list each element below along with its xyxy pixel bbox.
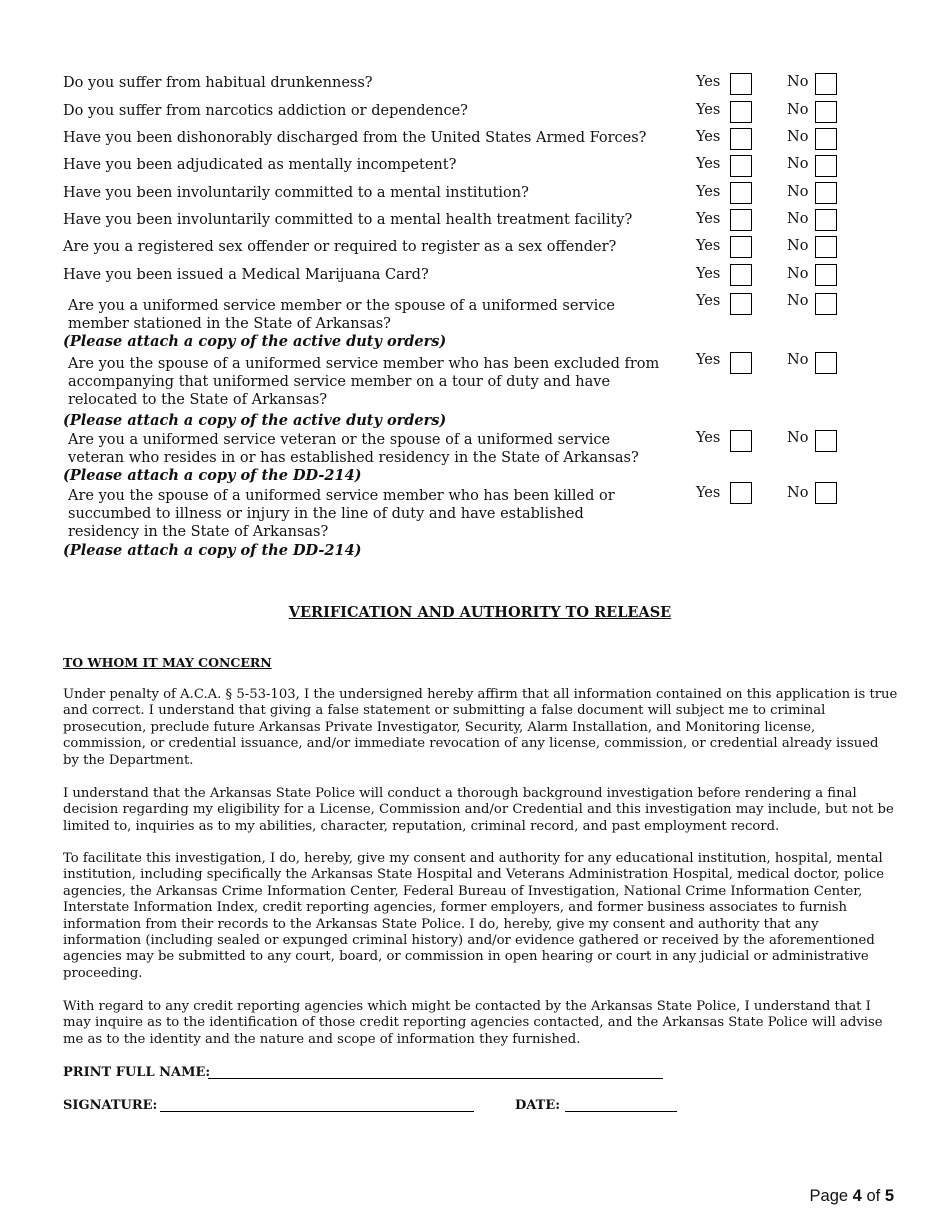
question-text: Do you suffer from habitual drunkenness? xyxy=(63,75,373,91)
question-text: Are you a uniformed service member or the spouse of a uniformed service member stationed in the State of Arkansas? xyxy=(68,298,615,332)
question-note: (Please attach a copy of the active duty orders) xyxy=(63,412,447,429)
no-checkbox[interactable] xyxy=(815,73,837,95)
yes-checkbox[interactable] xyxy=(730,73,752,95)
paragraph: I understand that the Arkansas State Police will conduct a thorough background investigation before rendering a final decision regarding my eligibility for a License, Commission and/or Credential and this investigation may include, but not be limited to, inquiries as to my abilities, character, reputation, criminal record, and past employment record. xyxy=(63,786,894,834)
no-label: No xyxy=(787,430,809,446)
yes-checkbox[interactable] xyxy=(730,352,752,374)
yes-label: Yes xyxy=(696,352,721,368)
question-text: Have you been issued a Medical Marijuana Card? xyxy=(63,267,429,283)
yes-checkbox[interactable] xyxy=(730,101,752,123)
no-label: No xyxy=(787,293,809,309)
no-label: No xyxy=(787,352,809,368)
yes-checkbox[interactable] xyxy=(730,128,752,150)
question-text: Have you been involuntarily committed to a mental institution? xyxy=(63,185,529,201)
page-number xyxy=(810,1187,894,1206)
date-field[interactable] xyxy=(565,1111,677,1112)
question-note: (Please attach a copy of the DD-214) xyxy=(63,542,362,559)
question-note: (Please attach a copy of the active duty orders) xyxy=(63,333,447,350)
no-label: No xyxy=(787,238,809,254)
section-title xyxy=(0,604,950,621)
section-title-text: VERIFICATION AND AUTHORITY TO RELEASE xyxy=(288,604,672,621)
no-checkbox[interactable] xyxy=(815,430,837,452)
yes-label: Yes xyxy=(696,129,721,145)
yes-checkbox[interactable] xyxy=(730,293,752,315)
no-checkbox[interactable] xyxy=(815,352,837,374)
yes-checkbox[interactable] xyxy=(730,236,752,258)
page-total: 5 xyxy=(884,1187,894,1205)
question-text: Have you been adjudicated as mentally incompetent? xyxy=(63,157,457,173)
signature-field[interactable] xyxy=(160,1111,474,1112)
paragraph: With regard to any credit reporting agencies which might be contacted by the Arkansas State Police, I understand that I may inquire as to the identification of those credit reporting agencies contacted, and the Arkansas State Police will advise me as to the identity and the nature and scope of information they furnished. xyxy=(63,999,883,1047)
no-checkbox[interactable] xyxy=(815,482,837,504)
signature-label: SIGNATURE: xyxy=(63,1098,158,1113)
salutation: TO WHOM IT MAY CONCERN xyxy=(63,655,272,670)
question-text: Are you the spouse of a uniformed service member who has been killed or succumbed to illness or injury in the line of duty and have established residency in the State of Arkansas? xyxy=(68,488,615,540)
date-label: DATE: xyxy=(515,1098,561,1113)
no-checkbox[interactable] xyxy=(815,155,837,177)
full-name-field[interactable] xyxy=(208,1078,663,1079)
question-text: Are you the spouse of a uniformed service member who has been excluded from accompanying that uniformed service member on a tour of duty and have relocated to the State of Arkansas? xyxy=(68,356,660,408)
page-of: of xyxy=(866,1187,881,1205)
no-checkbox[interactable] xyxy=(815,101,837,123)
yes-checkbox[interactable] xyxy=(730,209,752,231)
question-text: Do you suffer from narcotics addiction or dependence? xyxy=(63,103,468,119)
question-text: Have you been involuntarily committed to a mental health treatment facility? xyxy=(63,212,633,228)
no-label: No xyxy=(787,211,809,227)
yes-checkbox[interactable] xyxy=(730,182,752,204)
paragraph: To facilitate this investigation, I do, hereby, give my consent and authority for any educational institution, hospital, mental institution, including specifically the Arkansas State Hospital and Veterans Administration Hospital, medical doctor, police agencies, the Arkansas Crime Information Center, Federal Bureau of Investigation, National Crime Information Center, Interstate Information Index, credit reporting agencies, former employers, and former business associates to furnish information from their records to the Arkansas State Police. I do, hereby, give my consent and authority that any information (including sealed or expunged criminal history) and/or evidence gathered or received by the aforementioned agencies may be submitted to any court, board, or commission in open hearing or court in any judicial or administrative proceeding. xyxy=(63,851,885,981)
full-name-label: PRINT FULL NAME: xyxy=(63,1065,211,1080)
no-label: No xyxy=(787,266,809,282)
paragraph: Under penalty of A.C.A. § 5-53-103, I the undersigned hereby affirm that all information contained on this application is true and correct. I understand that giving a false statement or submitting a false document will subject me to criminal prosecution, preclude future Arkansas Private Investigator, Security, Alarm Installation, and Monitoring license, commission, or credential issuance, and/or immediate revocation of any license, commission, or credential already issued by the Department. xyxy=(63,687,898,768)
no-label: No xyxy=(787,156,809,172)
no-checkbox[interactable] xyxy=(815,209,837,231)
page-prefix: Page xyxy=(809,1187,849,1205)
yes-label: Yes xyxy=(696,156,721,172)
yes-label: Yes xyxy=(696,266,721,282)
no-checkbox[interactable] xyxy=(815,264,837,286)
question-text: Are you a uniformed service veteran or the spouse of a uniformed service veteran who resides in or has established residency in the State of Arkansas? xyxy=(68,432,639,466)
question-text: Have you been dishonorably discharged from the United States Armed Forces? xyxy=(63,130,647,146)
yes-checkbox[interactable] xyxy=(730,155,752,177)
yes-label: Yes xyxy=(696,238,721,254)
yes-label: Yes xyxy=(696,485,721,501)
no-label: No xyxy=(787,485,809,501)
yes-checkbox[interactable] xyxy=(730,430,752,452)
yes-label: Yes xyxy=(696,293,721,309)
yes-label: Yes xyxy=(696,184,721,200)
yes-label: Yes xyxy=(696,102,721,118)
no-label: No xyxy=(787,184,809,200)
yes-checkbox[interactable] xyxy=(730,482,752,504)
no-label: No xyxy=(787,102,809,118)
question-text: Are you a registered sex offender or required to register as a sex offender? xyxy=(63,239,617,255)
yes-checkbox[interactable] xyxy=(730,264,752,286)
yes-label: Yes xyxy=(696,211,721,227)
no-checkbox[interactable] xyxy=(815,182,837,204)
no-checkbox[interactable] xyxy=(815,128,837,150)
no-label: No xyxy=(787,129,809,145)
no-checkbox[interactable] xyxy=(815,293,837,315)
question-note: (Please attach a copy of the DD-214) xyxy=(63,467,362,484)
yes-label: Yes xyxy=(696,430,721,446)
yes-label: Yes xyxy=(696,74,721,90)
page-current: 4 xyxy=(852,1187,862,1205)
no-label: No xyxy=(787,74,809,90)
no-checkbox[interactable] xyxy=(815,236,837,258)
